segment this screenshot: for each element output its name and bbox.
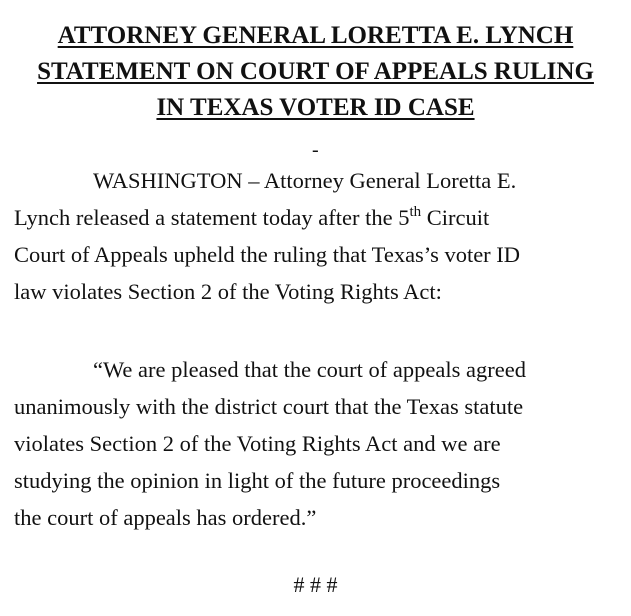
quote-line-1: “We are pleased that the court of appeals agreed: [93, 357, 526, 382]
title-line-3: IN TEXAS VOTER ID CASE: [156, 94, 475, 121]
quote-line-3: violates Section 2 of the Voting Rights Act and we are: [14, 431, 501, 456]
intro-line-1: WASHINGTON – Attorney General Loretta E.: [93, 168, 517, 193]
intro-line-2: [14, 199, 619, 236]
intro-line-4: law violates Section 2 of the Voting Rights Act:: [14, 279, 442, 304]
ordinal-suffix: th: [409, 204, 422, 220]
intro-paragraph: [14, 162, 619, 310]
statement-title: [0, 18, 631, 126]
separator-dash: -: [312, 139, 319, 161]
intro-line-3: Court of Appeals upheld the ruling that Texas’s voter ID: [14, 242, 521, 267]
quote-line-4: studying the opinion in light of the future proceedings: [14, 468, 501, 493]
title-line-2: STATEMENT ON COURT OF APPEALS RULING: [37, 58, 594, 85]
end-mark: # # #: [293, 572, 338, 597]
intro-line-2-rest: Circuit: [421, 205, 490, 230]
title-line-1: ATTORNEY GENERAL LORETTA E. LYNCH: [57, 22, 574, 49]
quote-paragraph: [14, 351, 619, 536]
quote-line-5: the court of appeals has ordered.”: [14, 505, 317, 530]
quote-line-2: unanimously with the district court that the Texas statute: [14, 394, 524, 419]
intro-line-2-text: Lynch released a statement today after the 5: [14, 205, 410, 230]
